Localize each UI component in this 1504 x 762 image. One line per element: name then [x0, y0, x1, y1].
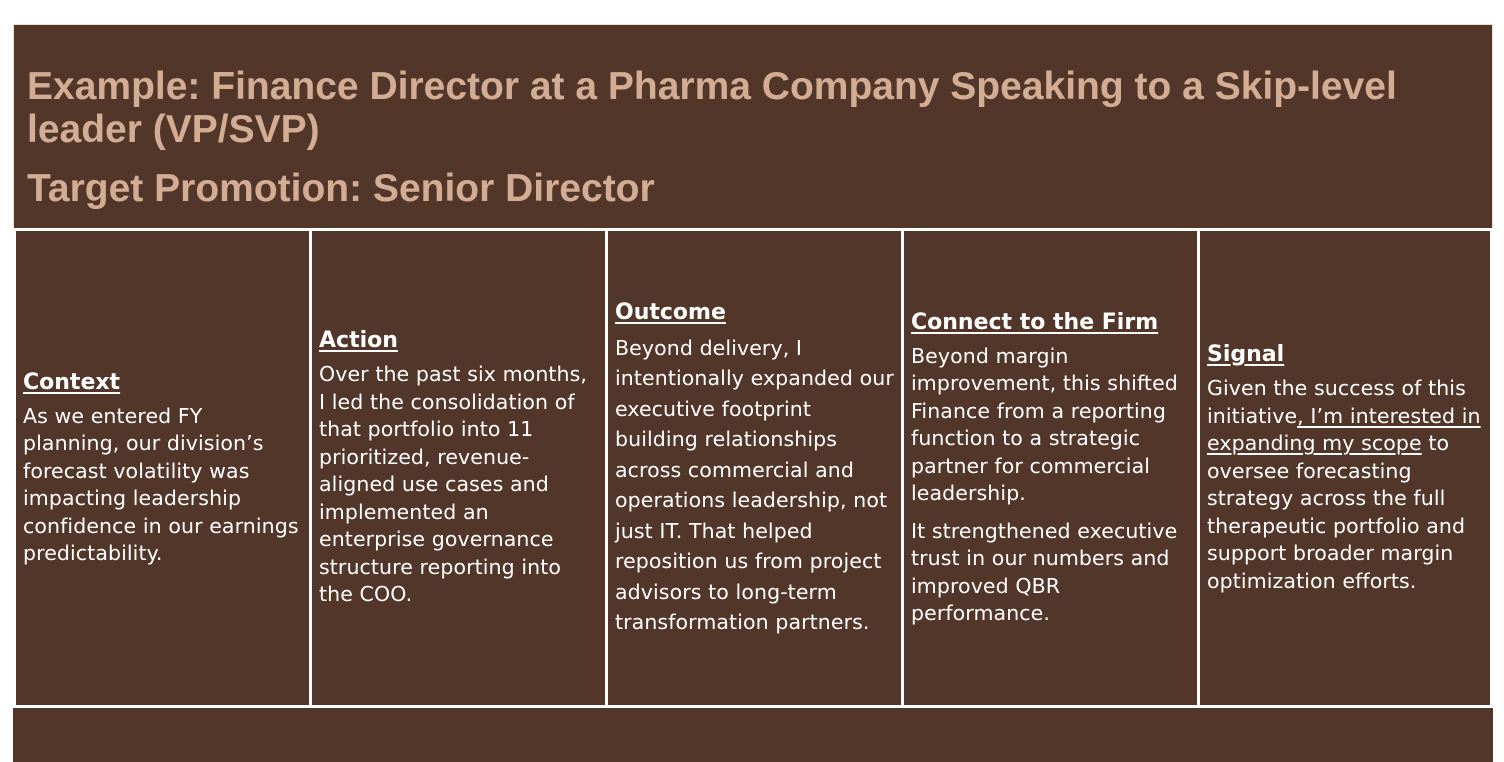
signal-text [1207, 375, 1483, 595]
action-text: Over the past six months, I led the consolidation of that portfolio into 11 prioritized, revenue-aligned use cases and implemented an enterprise governance structure reporting into the COO. [319, 362, 588, 607]
signal-column [1197, 231, 1493, 705]
action-column [309, 231, 605, 705]
slide [13, 24, 1493, 762]
connect-heading: Connect to the Firm [911, 309, 1159, 335]
action-heading: Action [319, 328, 398, 354]
outcome-heading: Outcome [615, 299, 726, 325]
signal-text-tail: to oversee forecasting strategy across the full therapeutic portfolio and support broader margin optimization efforts. [1207, 431, 1466, 593]
slide-title: Example: Finance Director at a Pharma Company Speaking to a Skip-level leader (VP/SVP) [27, 65, 1397, 151]
signal-heading: Signal [1207, 342, 1285, 367]
outcome-text: Beyond delivery, I intentionally expanded our executive footprint building relationships across commercial and operations leadership, not just IT. That helped reposition us from project advisors to long-term transformation partners. [615, 335, 894, 634]
context-text: As we entered FY planning, our division’s forecast volatility was impacting leadership confidence in our earnings predictability. [23, 403, 299, 565]
connect-column [901, 231, 1197, 705]
star-grid [13, 228, 1493, 708]
slide-subtitle: Target Promotion: Senior Director [27, 167, 655, 210]
connect-text-2: It strengthened executive trust in our numbers and improved QBR performance. [911, 518, 1178, 625]
outcome-column [605, 231, 901, 705]
signal-text-lead: Given the success of this initiative [1207, 376, 1466, 428]
header-band [13, 24, 1493, 228]
context-heading: Context [23, 369, 121, 395]
footer-band [13, 708, 1493, 762]
signal-text-highlight: , I’m interested in expanding my scope [1207, 403, 1481, 455]
connect-text-1: Beyond margin improvement, this shifted Finance from a reporting function to a strategic partner for commercial leadership. [911, 343, 1178, 505]
context-column [13, 231, 309, 705]
